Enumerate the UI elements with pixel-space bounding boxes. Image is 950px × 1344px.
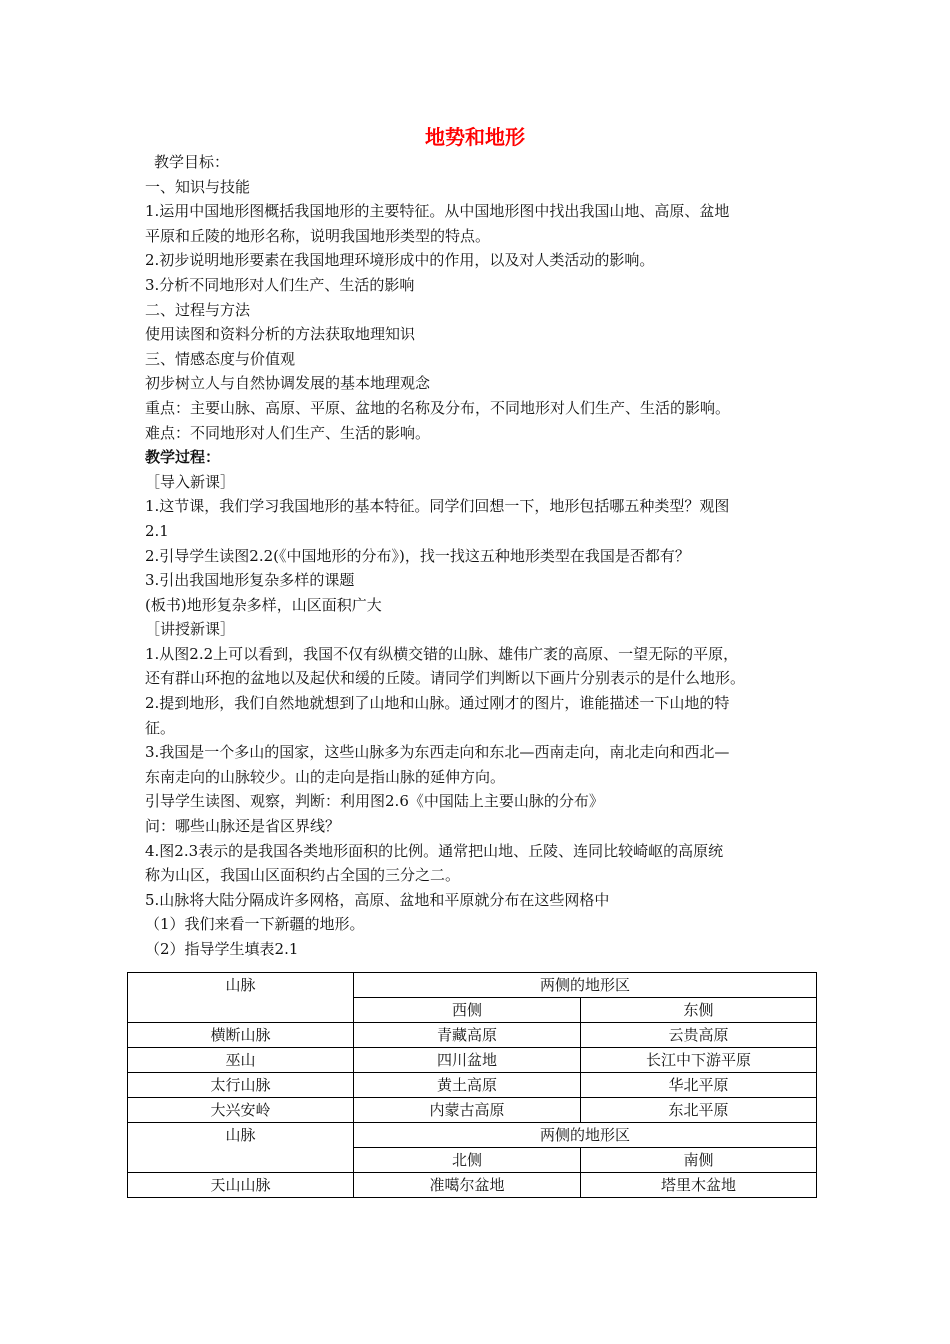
table-row xyxy=(128,1073,817,1098)
text-line: 2.提到地形，我们自然地就想到了山地和山脉。通过刚才的图片，谁能描述一下山地的特 xyxy=(145,694,730,713)
table-header-mountain: 山脉 xyxy=(128,973,354,1023)
table-row xyxy=(128,1173,817,1198)
text-line: 2.引导学生读图2.2(《中国地形的分布》)，找一找这五种地形类型在我国是否都有？ xyxy=(145,546,690,565)
table-header-mountain: 山脉 xyxy=(128,1123,354,1173)
table-cell: 横断山脉 xyxy=(128,1023,354,1048)
text-line: 问：哪些山脉还是省区界线？ xyxy=(145,817,341,836)
text-line: （2）指导学生填表2.1 xyxy=(145,940,299,958)
table-cell: 黄土高原 xyxy=(354,1073,581,1098)
table-row xyxy=(128,1048,817,1073)
text-line: 东南走向的山脉较少。山的走向是指山脉的延伸方向。 xyxy=(145,767,506,786)
table-cell: 内蒙古高原 xyxy=(354,1098,581,1123)
table-cell: 塔里木盆地 xyxy=(581,1173,817,1198)
text-line: （1）我们来看一下新疆的地形。 xyxy=(145,915,365,934)
text-line: 初步树立人与自然协调发展的基本地理观念 xyxy=(145,374,431,393)
table-header-regions: 两侧的地形区 xyxy=(354,973,817,998)
table-header-east: 东侧 xyxy=(581,998,817,1023)
text-line: 引导学生读图、观察，判断：利用图2.6《中国陆上主要山脉的分布》 xyxy=(145,792,604,811)
text-line: 1.从图2.2上可以看到，我国不仅有纵横交错的山脉、雄伟广袤的高原、一望无际的平原， xyxy=(145,644,739,663)
text-line: 称为山区，我国山区面积约占全国的三分之二。 xyxy=(145,866,461,885)
table-cell: 云贵高原 xyxy=(581,1023,817,1048)
text-line: (板书)地形复杂多样，山区面积广大 xyxy=(145,595,382,614)
text-line: 1.这节课，我们学习我国地形的基本特征。同学们回想一下，地形包括哪五种类型？观图 xyxy=(145,497,730,516)
text-line: 1.运用中国地形图概括我国地形的主要特征。从中国地形图中找出我国山地、高原、盆地 xyxy=(145,202,730,221)
table-cell: 长江中下游平原 xyxy=(581,1048,817,1073)
table-cell: 太行山脉 xyxy=(128,1073,354,1098)
table-cell: 华北平原 xyxy=(581,1073,817,1098)
text-line: 3.引出我国地形复杂多样的课题 xyxy=(145,571,355,590)
text-line: 2.1 xyxy=(145,521,169,540)
document-body xyxy=(145,150,815,962)
text-line: 5.山脉将大陆分隔成许多网格，高原、盆地和平原就分布在这些网格中 xyxy=(145,890,610,909)
table-header-north: 北侧 xyxy=(354,1148,581,1173)
text-line: 3.分析不同地形对人们生产、生活的影响 xyxy=(145,275,415,294)
text-line: ［导入新课］ xyxy=(145,472,236,491)
text-line: 一、知识与技能 xyxy=(145,177,251,196)
table-row xyxy=(128,1023,817,1048)
section-heading: 教学过程： xyxy=(145,448,221,467)
terrain-table xyxy=(127,972,817,1198)
table-cell: 青藏高原 xyxy=(354,1023,581,1048)
text-line: 重点：主要山脉、高原、平原、盆地的名称及分布，不同地形对人们生产、生活的影响。 xyxy=(145,398,731,417)
text-line: ［讲授新课］ xyxy=(145,620,236,639)
text-line: 二、过程与方法 xyxy=(145,300,251,319)
table-cell: 天山山脉 xyxy=(128,1173,354,1198)
document-title: 地势和地形 xyxy=(425,125,525,149)
text-line: 使用读图和资料分析的方法获取地理知识 xyxy=(145,325,416,344)
text-line: 2.初步说明地形要素在我国地理环境形成中的作用，以及对人类活动的影响。 xyxy=(145,251,655,270)
table-header-row xyxy=(128,973,817,998)
table-cell: 四川盆地 xyxy=(354,1048,581,1073)
text-line: 难点：不同地形对人们生产、生活的影响。 xyxy=(145,423,431,442)
text-line: 教学目标： xyxy=(154,153,230,171)
text-line: 征。 xyxy=(145,718,176,737)
text-line: 还有群山环抱的盆地以及起伏和缓的丘陵。请同学们判断以下画片分别表示的是什么地形。 xyxy=(145,669,746,688)
table-cell: 东北平原 xyxy=(581,1098,817,1123)
table-cell: 大兴安岭 xyxy=(128,1098,354,1123)
table-header-row xyxy=(128,1123,817,1148)
table-cell: 准噶尔盆地 xyxy=(354,1173,581,1198)
table-header-regions: 两侧的地形区 xyxy=(354,1123,817,1148)
table-header-west: 西侧 xyxy=(354,998,581,1023)
table-cell: 巫山 xyxy=(128,1048,354,1073)
text-line: 三、情感态度与价值观 xyxy=(145,349,296,368)
text-line: 4.图2.3表示的是我国各类地形面积的比例。通常把山地、丘陵、连同比较崎岖的高原统 xyxy=(145,841,724,860)
text-line: 平原和丘陵的地形名称，说明我国地形类型的特点。 xyxy=(145,226,491,245)
text-line: 3.我国是一个多山的国家，这些山脉多为东西走向和东北—西南走向，南北走向和西北— xyxy=(145,743,730,762)
table-row xyxy=(128,1098,817,1123)
table-header-south: 南侧 xyxy=(581,1148,817,1173)
